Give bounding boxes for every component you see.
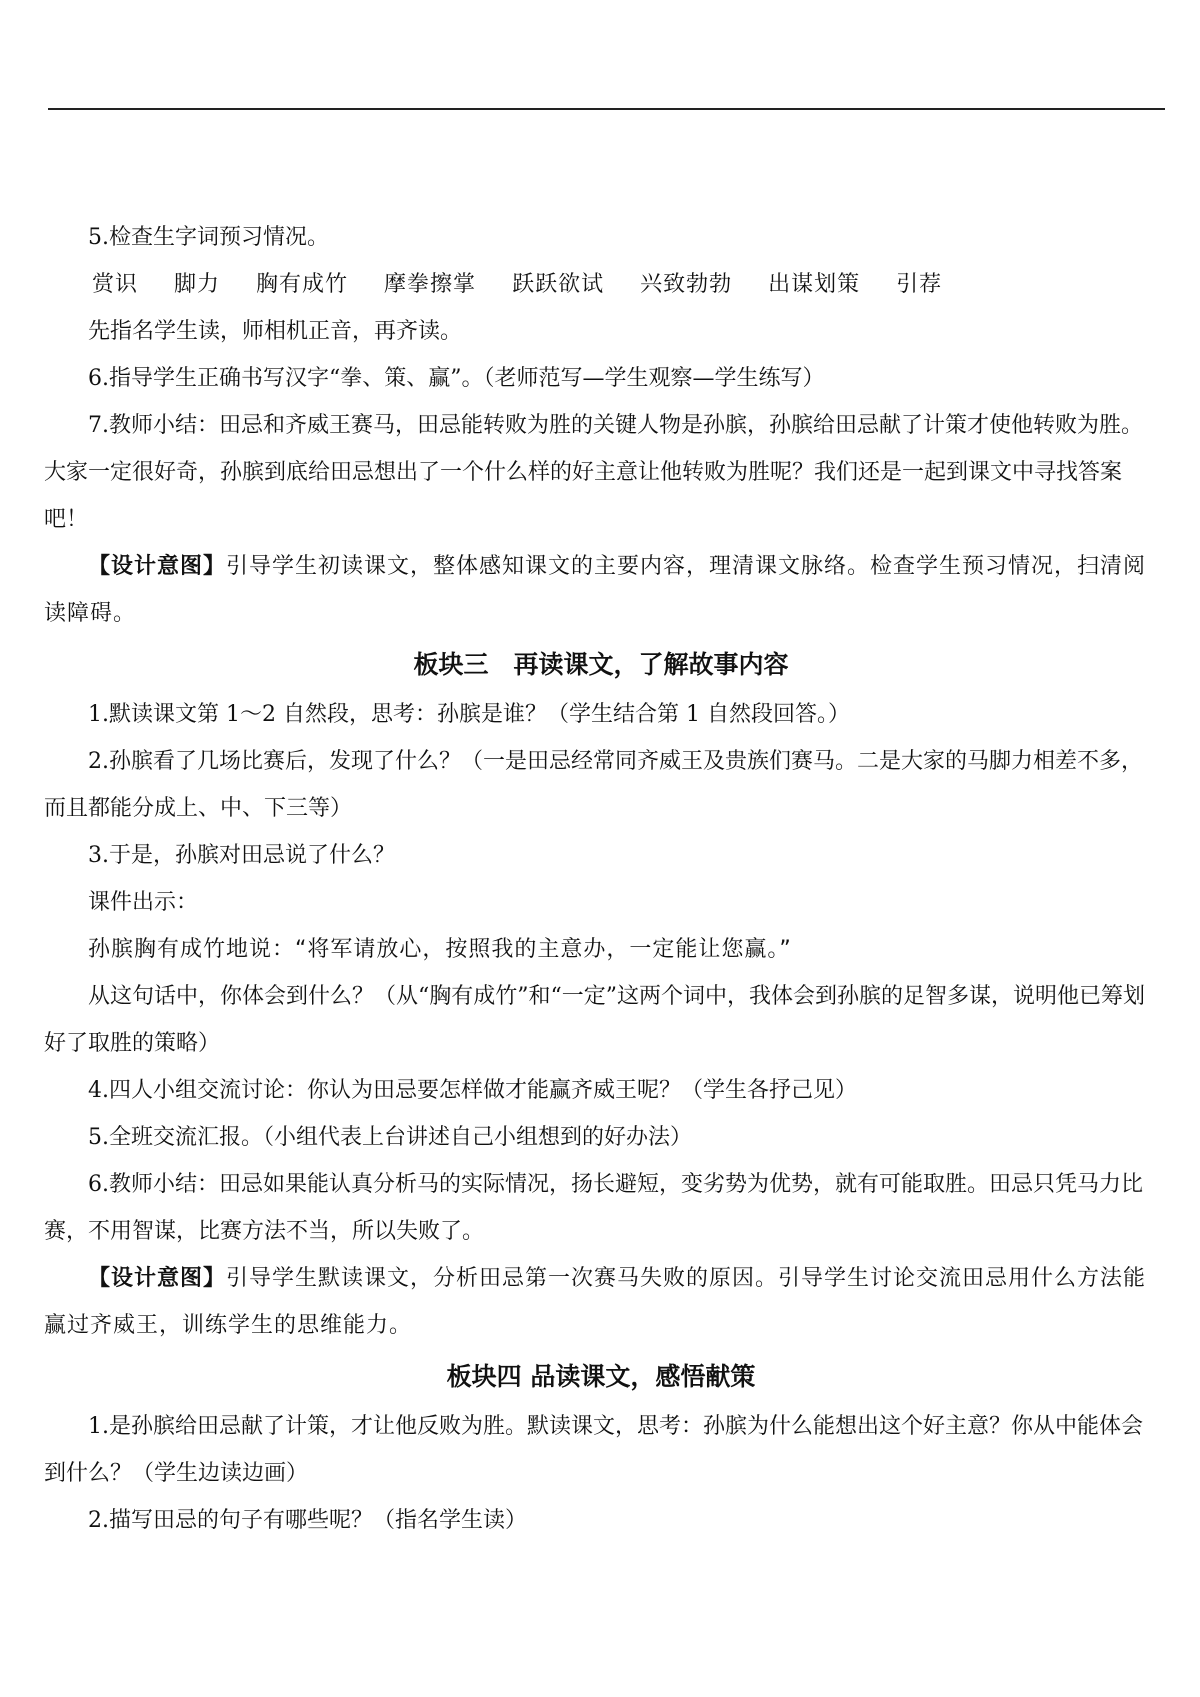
- s3-reflection: 从这句话中，你体会到什么？（从“胸有成竹”和“一定”这两个词中，我体会到孙膑的足智多谋，说明他已筹划好了取胜的策略）: [44, 984, 1145, 1056]
- document-body: [44, 214, 1158, 1544]
- step-7-summary: 7.教师小结：田忌和齐威王赛马，田忌能转败为胜的关键人物是孙膑，孙膑给田忌献了计策才使他转败为胜。大家一定很好奇，孙膑到底给田忌想出了一个什么样的好主意让他转败为胜呢？我们还是一起到课文中寻找答案吧！: [44, 413, 1143, 532]
- s3-item-4: 4.四人小组交流讨论：你认为田忌要怎样做才能赢齐威王呢？（学生各抒己见）: [88, 1078, 857, 1103]
- design-intent-1: [44, 543, 1158, 637]
- design-intent-label: 【设计意图】: [88, 1266, 227, 1291]
- vocab-word: 兴致勃勃: [640, 272, 733, 297]
- vocabulary-list: [92, 261, 1158, 308]
- s3-item-1: 1.默读课文第 1～2 自然段，思考：孙膑是谁？（学生结合第 1 自然段回答。）: [88, 702, 850, 727]
- vocab-word: 引荐: [896, 272, 943, 297]
- read-aloud-note: 先指名学生读，师相机正音，再齐读。: [88, 319, 463, 344]
- design-intent-text: 引导学生初读课文，整体感知课文的主要内容，理清课文脉络。检查学生预习情况，扫清阅读障碍。: [44, 554, 1147, 626]
- design-intent-label: 【设计意图】: [88, 554, 227, 579]
- section-3-title: 板块三 再读课文，了解故事内容: [413, 650, 789, 679]
- s4-item-2: 2.描写田忌的句子有哪些呢？（指名学生读）: [88, 1508, 527, 1533]
- s3-item-3: 3.于是，孙膑对田忌说了什么？: [88, 843, 395, 868]
- vocab-word: 胸有成竹: [256, 272, 349, 297]
- vocab-word: 脚力: [174, 272, 221, 297]
- vocab-word: 出谋划策: [768, 272, 861, 297]
- s3-quote: 孙膑胸有成竹地说：“将军请放心，按照我的主意办，一定能让您赢。”: [88, 937, 792, 962]
- header-rule: [48, 108, 1165, 110]
- vocab-word: 跃跃欲试: [512, 272, 605, 297]
- step-6-writing: 6.指导学生正确书写汉字“拳、策、赢”。（老师范写—学生观察—学生练写）: [88, 366, 825, 391]
- design-intent-text: 引导学生默读课文，分析田忌第一次赛马失败的原因。引导学生讨论交流田忌用什么方法能赢过齐威王，训练学生的思维能力。: [44, 1266, 1147, 1338]
- s3-item-6: 6.教师小结：田忌如果能认真分析马的实际情况，扬长避短，变劣势为优势，就有可能取胜。田忌只凭马力比赛，不用智谋，比赛方法不当，所以失败了。: [44, 1172, 1143, 1244]
- step-5-check-vocabulary: 5.检查生字词预习情况。: [88, 225, 329, 250]
- vocab-word: 赏识: [92, 272, 139, 297]
- section-4-title: 板块四 品读课文，感悟献策: [446, 1362, 756, 1391]
- s3-item-2: 2.孙膑看了几场比赛后，发现了什么？（一是田忌经常同齐威王及贵族们赛马。二是大家的马脚力相差不多，而且都能分成上、中、下三等）: [44, 749, 1143, 821]
- s4-item-1: 1.是孙膑给田忌献了计策，才让他反败为胜。默读课文，思考：孙膑为什么能想出这个好主意？你从中能体会到什么？（学生边读边画）: [44, 1414, 1143, 1486]
- design-intent-2: [44, 1255, 1158, 1349]
- s3-item-5: 5.全班交流汇报。（小组代表上台讲述自己小组想到的好办法）: [88, 1125, 692, 1150]
- s3-courseware-label: 课件出示：: [88, 890, 199, 915]
- vocab-word: 摩拳擦掌: [384, 272, 477, 297]
